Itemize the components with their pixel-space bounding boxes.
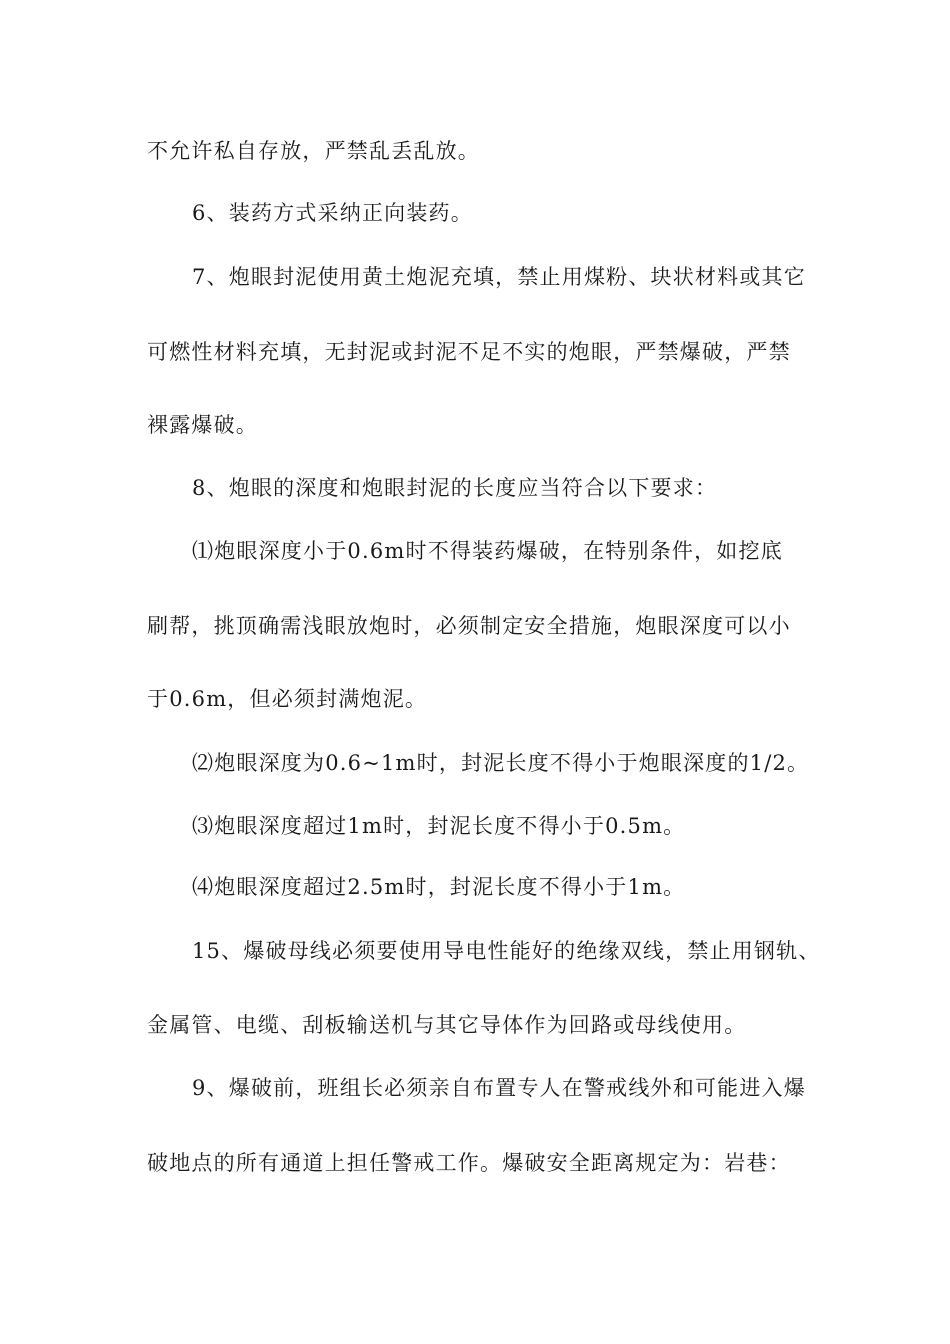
text-line-5: 裸露爆破。 <box>147 413 258 437</box>
text-line-12: ⑷炮眼深度超过2.5m时，封泥长度不得小于1m。 <box>192 875 686 899</box>
text-line-10: ⑵炮眼深度为0.6~1m时，封泥长度不得小于炮眼深度的1/2。 <box>192 751 810 775</box>
text-line-15: 9、爆破前，班组长必须亲自布置专人在警戒线外和可能进入爆 <box>192 1076 806 1100</box>
text-line-11: ⑶炮眼深度超过1m时，封泥长度不得小于0.5m。 <box>192 814 686 838</box>
text-line-7: ⑴炮眼深度小于0.6m时不得装药爆破，在特别条件，如挖底 <box>192 539 783 563</box>
text-line-13: 15、爆破母线必须要使用导电性能好的绝缘双线，禁止用钢轨、 <box>192 939 821 963</box>
text-line-8: 刷帮，挑顶确需浅眼放炮时，必须制定安全措施，炮眼深度可以小 <box>147 614 791 638</box>
text-line-1: 不允许私自存放，严禁乱丢乱放。 <box>147 139 480 163</box>
text-line-14: 金属管、电缆、刮板输送机与其它导体作为回路或母线使用。 <box>147 1013 747 1037</box>
text-line-16: 破地点的所有通道上担任警戒工作。爆破安全距离规定为：岩巷： <box>147 1151 791 1175</box>
text-line-9: 于0.6m，但必须封满炮泥。 <box>147 687 428 711</box>
text-line-3: 7、炮眼封泥使用黄土炮泥充填，禁止用煤粉、块状材料或其它 <box>192 265 806 289</box>
text-line-6: 8、炮眼的深度和炮眼封泥的长度应当符合以下要求： <box>192 476 718 500</box>
text-line-2: 6、装药方式采纳正向装药。 <box>192 201 473 225</box>
text-line-4: 可燃性材料充填，无封泥或封泥不足不实的炮眼，严禁爆破，严禁 <box>147 340 791 364</box>
